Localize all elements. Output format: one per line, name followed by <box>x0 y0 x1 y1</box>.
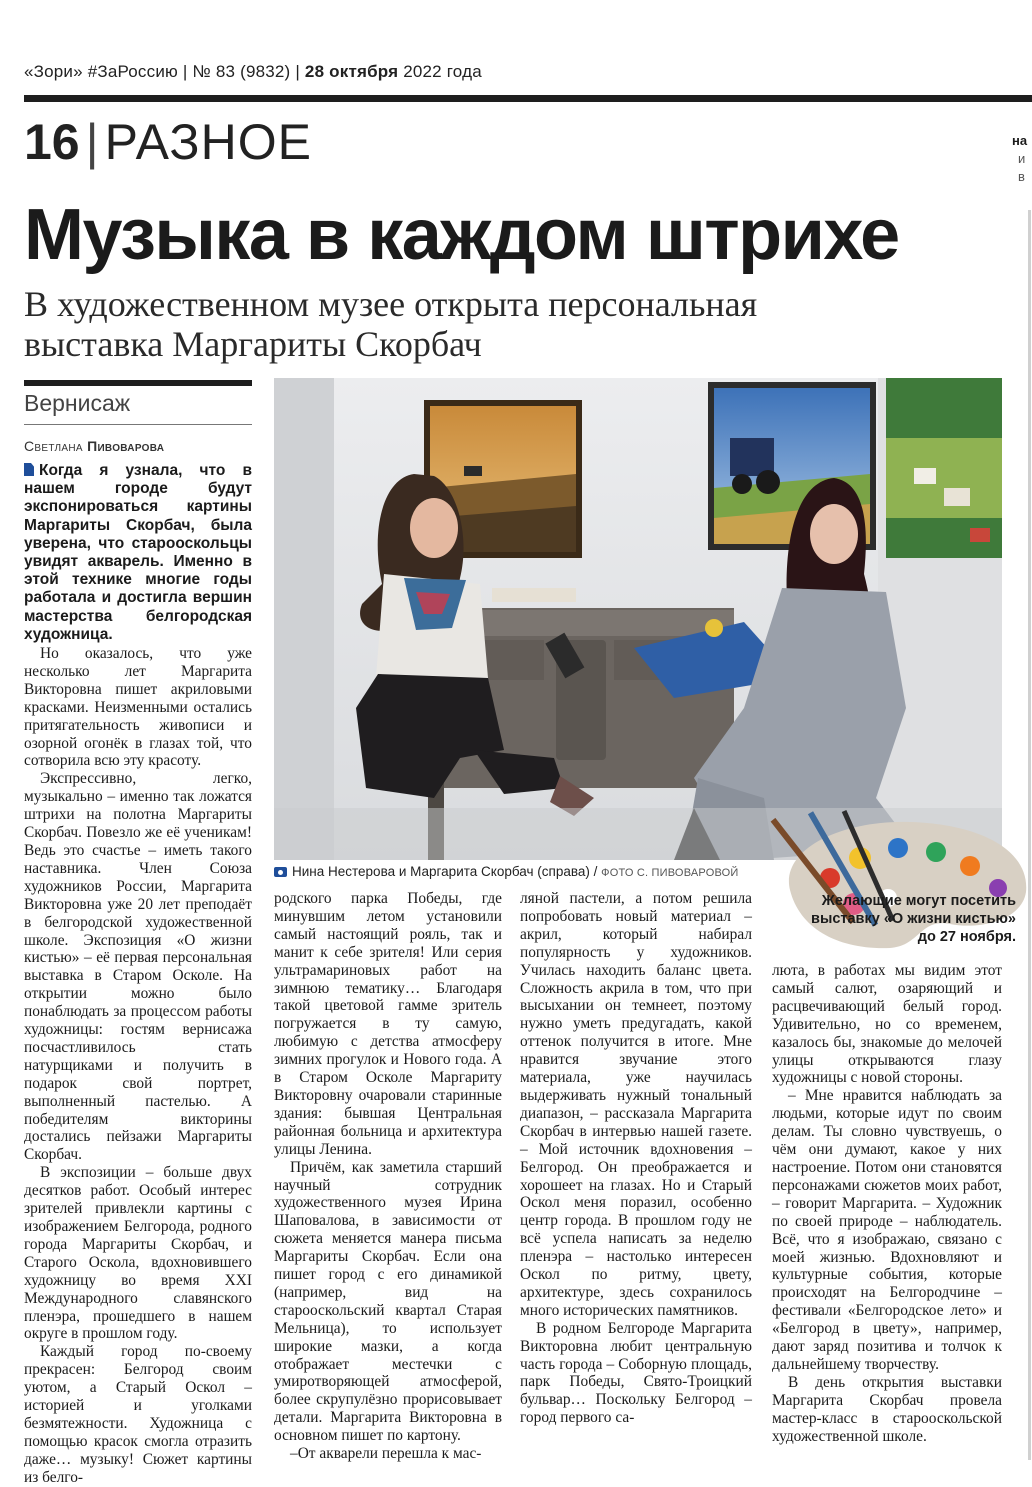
paragraph: – Мне нравится наблюдать за людьми, которые идут по своим делам. Ты словно чувствуешь, о чём они думают, какое у них настроение. Потом они становятся персонажами сюжетов моих работ, – говорит Маргарита. – Художник по своей природе – наблюдатель. Всё, что я изображаю, связано с моей жизнью. Вдохновляют и культурные события, которые происходят на Белгородчине – фестивали «Белгородское лето» и «Белгород в цвету», например, дают заряд позитива и толчок к дальнейшему творчеству. <box>772 1087 1002 1373</box>
paragraph: Экспрессивно, легко, музыкально – именно так ложатся штрихи на полотна Маргариты Скорбач. Повезло же её ученикам! Ведь это счастье – иметь такого наставника. Член Союза художников России, Маргарита Викторовна уже 20 лет преподаёт в белгородской художественной школе. Экспозиция «О жизни кистью» – её первая персональная выставка в Старом Осколе. На открытии можно было понаблюдать за процессом работы художницы: гостям вернисажа посчастливилось стать натурщиками и получить в подарок свой портрет, выполненный пастелью. А победителям викторины достались пейзажи Маргариты Скорбач. <box>24 770 252 1164</box>
article-photo <box>274 378 1002 860</box>
paragraph: В экспозиции – больше двух десятков работ. Особый интерес зрителей привлекли картины с изображением Белгорода, родного города Маргариты Скорбач, и Старого Оскола, вдохновившего художницу во время XXI Международного славянского пленэра, прошедшего в нашем округе в прошлом году. <box>24 1164 252 1343</box>
rubric-underline <box>24 424 252 425</box>
masthead-separator: | <box>182 62 188 81</box>
lead-text: Когда я узнала, что в нашем городе будут экспонироваться картины Маргариты Скорбач, была уверена, что старооскольцы увидят акварель. Именно в этой технике многие годы работала и достигла вершин мастерства белгородская художница. <box>24 462 252 643</box>
page-edge-rule <box>1028 210 1031 1460</box>
paragraph: люта, в работах мы видим этот самый салют, озаряющий и расцвечивающий белый город. Удивительно, но со временем, казалось бы, знакомые до мелочей улицы открываются глазу художницы с новой стороны. <box>772 962 1002 1087</box>
announcement-line: Желающие могут посетить <box>821 893 1016 909</box>
paragraph: В день открытия выставки Маргарита Скорбач провела мастер-класс в старооскольской художественной школе. <box>772 1373 1002 1445</box>
issue-date: 28 октября <box>304 62 399 81</box>
paragraph: –От акварели перешла к мас- <box>290 1445 482 1463</box>
article-column-1 <box>24 645 252 1486</box>
photo-credit: ФОТО С. ПИВОВАРОВОЙ <box>601 867 739 879</box>
author-byline <box>24 438 164 454</box>
article-column-4 <box>772 962 1002 1475</box>
paragraph: В родном Белгороде Маргарита Викторовна любит центральную часть города – Соборную площадь, парк Победы, Свято-Троицкий бульвар… Поскольку Белгород – город первого са- <box>520 1319 752 1427</box>
top-rule <box>24 95 1032 102</box>
article-subhead: В художественном музее открыта персональная выставка Маргариты Скорбач <box>24 284 758 364</box>
section-name: РАЗНОЕ <box>104 114 312 170</box>
announcement-line: до 27 ноября. <box>917 929 1016 945</box>
rubric-rule <box>24 380 252 386</box>
next-page-edge-text <box>1012 132 1032 186</box>
article-column-3 <box>520 890 752 1475</box>
photo-illustration <box>274 378 1002 860</box>
article-lead <box>24 462 252 644</box>
issue-year: 2022 года <box>403 62 482 81</box>
article-headline: Музыка в каждом штрихе <box>24 195 899 275</box>
caption-text: Нина Нестерова и Маргарита Скорбач (справа) / <box>292 864 598 879</box>
masthead-separator: | <box>295 62 300 81</box>
issue-number: № 83 (9832) <box>192 62 291 81</box>
section-divider: | <box>85 114 99 170</box>
edge-text-line: и в <box>1018 151 1026 184</box>
paragraph: ляной пастели, а потом решила попробовать новый материал – акрил, который набирал популярность у художников. Училась находить баланс цвета. Сложность акрила в том, что при высыхании он темнеет, поэтому нужно уметь предугадать, какой оттенок получится в итоге. Мне нравится звучание этого материала, уже научилась выдерживать нужный тональный диапазон, – рассказала Маргарита Скорбач в интервью нашей газете. – Мой источник вдохновения – Белгород. Он преображается и хорошеет на глазах. Но и Старый Оскол меня поразил, особенно центр города. В прошлом году не всё успела написать за неделю пленэра – настолько интересен Оскол по ритму, цвету, архитектуре, здесь сохранилось много исторических памятников. <box>520 890 752 1319</box>
author-last-name: Пивоварова <box>87 438 165 454</box>
rubric-label: Вернисаж <box>24 390 131 416</box>
section-label <box>24 112 312 172</box>
document-icon <box>24 463 34 476</box>
edge-text-line: на <box>1012 133 1028 148</box>
camera-icon <box>274 867 287 877</box>
paragraph: Но оказалось, что уже несколько лет Маргарита Викторовна пишет акриловыми красками. Неизменными остались притягательность живописи и озорной огонёк в глазах той, что сотворила всю эту красоту. <box>24 645 252 770</box>
paragraph: Каждый город по-своему прекрасен: Белгород своим уютом, а Старый Оскол – историей и уголками безмятежности. Художница с помощью красок смогла отразить даже… музыку! Сюжет картины из белго- <box>24 1343 252 1486</box>
exhibition-announcement <box>784 892 1016 946</box>
masthead <box>24 62 482 82</box>
paper-name: «Зори» #ЗаРоссию <box>24 62 178 81</box>
paragraph: родского парка Победы, где минувшим летом установили самый настоящий рояль, так и манит к себе зрителя! Или серия ультрамариновых работ на зимнюю тематику… Благодаря такой цветовой гамме зритель погружается в ту самую, любимую с детства атмосферу зимних прогулок и Нового года. А в Старом Осколе Маргариту Викторовну очаровали старинные здания: бывшая Центральная районная больница и архитектура улицы Ленина. <box>274 890 502 1158</box>
paragraph: Причём, как заметила старший научный сотрудник художественного музея Ирина Шаповалова, в зависимости от сюжета меняется манера письма Маргариты Скорбач. Если она пишет город с его динамикой (например, вид на старооскольский квартал Старая Мельница), то использует широкие мазки, а когда отображает местечки с умиротворяющей атмосферой, более скрупулёзно прорисовывает детали. Маргарита Викторовна в основном пишет по картону. <box>274 1158 502 1445</box>
author-first-name: Светлана <box>24 438 83 454</box>
photo-caption <box>274 864 774 879</box>
announcement-line: выставку «О жизни кистью» <box>811 911 1016 927</box>
article-column-2 <box>274 890 502 1475</box>
page-number: 16 <box>24 114 80 170</box>
